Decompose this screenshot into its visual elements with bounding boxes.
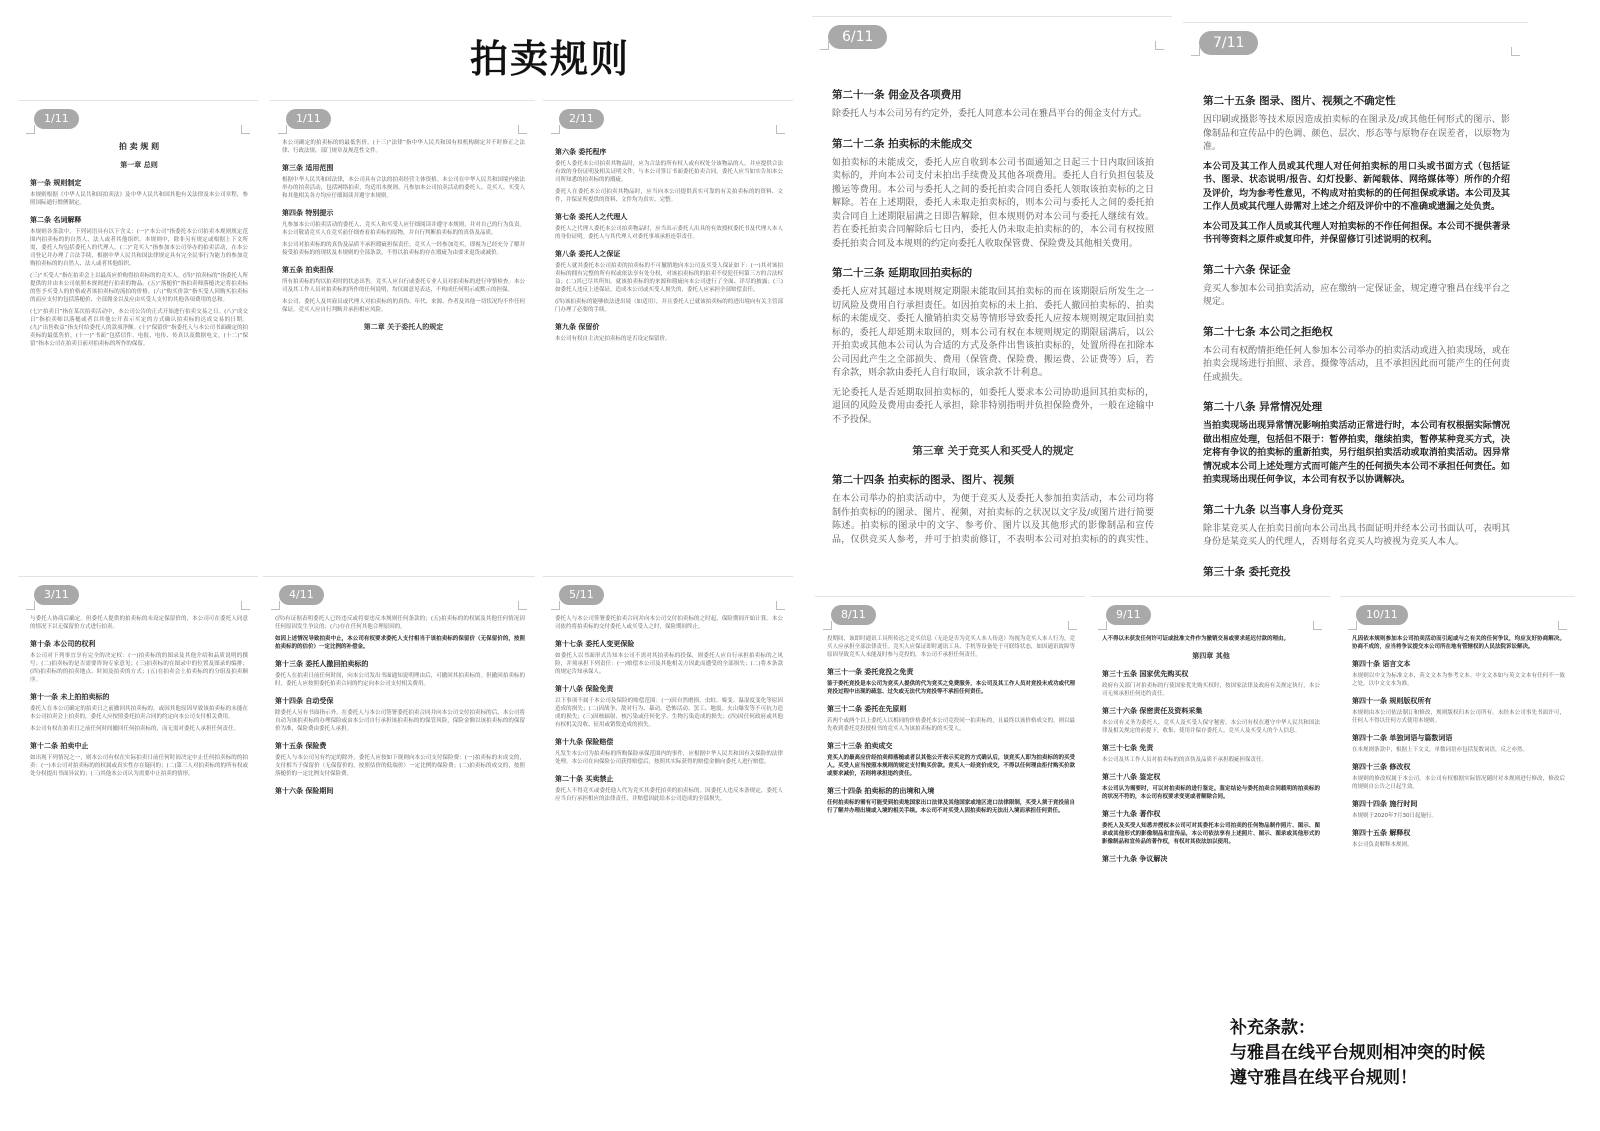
article-paragraph: 本公司有义务为委托人、竞买人及买受人保守秘密。本公司有权在遵守中华人民共和国法律及相关规定的前提下，收集、使用并保存委托人、竞买人及买受人的个人信息。 [1102, 720, 1320, 734]
article-paragraph: 本规则的修改权属于本公司。本公司有权根据实际情况随时对本规则进行修改，修改后的规则自公告之日起生效。 [1352, 776, 1565, 790]
crop-mark-icon [776, 601, 785, 610]
article-heading: 第十五条 保险费 [275, 742, 327, 750]
article-heading: 第二十五条 图录、图片、视频之不确定性 [1203, 95, 1396, 107]
article-heading: 第二十四条 拍卖标的图录、图片、视频 [832, 474, 1015, 486]
crop-mark-icon [1191, 47, 1200, 56]
article-paragraph: 以下事项不属于本公司及保险的赔偿范围：(一)因自然磨损、虫蛀、霉变、温湿度变化等原因造成的损失；(二)因战争、敌对行为、暴动、恐怖活动、罢工、地震、火山爆发等不可抗力造成的损失；(三)因核辐射、核污染或任何化学、生物污染造成的损失；(四)因任何政府或其他有权机关没收、征用或销毁造成的损失。 [555, 698, 783, 728]
page-number-badge: 9/11 [1106, 605, 1151, 625]
article-heading: 第二十条 买卖禁止 [555, 775, 614, 783]
document-title: 拍 卖 规 则 [118, 142, 160, 151]
page-number-badge: 1/11 [286, 109, 331, 129]
article-heading: 第十四条 自动受保 [275, 697, 334, 705]
article-paragraph: 本规则各条款中，下列词语具有以下含义：(一)“本公司”指委托本公司拍卖本规则规定范围内拍卖标的的自然人、法人或者其他组织。本规则中，除非另有规定或根据上下文所需，委托人均包括委托人的代理人。(二)“竞买人”指参加本公司举办的拍卖活动，在本公司登记并办理了合法手续，根据中华人民共和国法律规定具有完全民事行为能力的参加竞购拍卖标的的自然人、法人或者其他组织。 [30, 229, 248, 267]
article-paragraph: 所有拍卖标的均以拍卖时的状态出售。竞买人应自行或委托专业人员对拍卖标的进行审慎检查。本公司及其工作人员对拍卖标的所作的任何说明，均仅属意见表达，不构成任何明示或默示的担保。 [282, 279, 525, 293]
crop-mark-icon [271, 601, 280, 610]
article-heading: 第二十九条 以当事人身份竞买 [1203, 503, 1344, 516]
article-heading: 第二十六条 保证金 [1203, 263, 1291, 276]
article-paragraph: 委托人应对其超过本规则规定期限未能取回其拍卖标的而在该期限后所发生之一切风险及费用自行承担责任。如因拍卖标的未上拍、委托人撤回拍卖标的、拍卖标的未能成交、委托人撤销拍卖交易等情形导致委托人应按本规则规定取回拍卖标的，委托人却延期未取回的，则本公司有权在本规则规定的期限届满后，以公开拍卖或其他本公司认为合适的方式及条件出售该拍卖标的，处置所得在扣除本公司因此产生之全部损失、费用（保管费、保险费、搬运费、公证费等）后，若有余款，则余款由委托人自行取回，该余款不计利息。 [832, 287, 1154, 378]
article-paragraph: 委托人委托本公司拍卖其物品时，应为合法的所有权人或有权处分该物品的人，并应提供合法有效的身份证明及相关证明文件，与本公司签订书面委托拍卖合同。委托人应当如实告知本公司所知悉的拍卖标的的瑕疵。 [555, 161, 783, 183]
article-paragraph: 在本规则条款中，根据上下文义，单数词语亦包括复数词语，反之亦然。 [1352, 747, 1529, 753]
article-heading: 第五条 拍卖担保 [282, 266, 334, 274]
article-paragraph: 本规则以中文为标准文本，英文文本为参考文本。中文文本如与英文文本有任何不一致之处，以中文文本为准。 [1352, 673, 1565, 687]
article-paragraph: 委托人在本公司确定的拍卖日之前撤回其拍卖标的，或因其他原因导致该拍卖标的未能在本公司拍卖会上拍卖的，委托人应按照委托拍卖合同的约定向本公司支付相关费用。 [30, 706, 248, 720]
article-paragraph: 如委托人以书面形式告知本公司不需对其拍卖标的投保，则委托人应自行承担拍卖标的之风险，并须承担下列责任：(一)赔偿本公司及其他相关方因此而遭受的全部损失；(二)将本条款的规定告知承保人。 [555, 653, 783, 675]
article-paragraph: 本规则于2020年7月30日起施行。 [1352, 813, 1437, 819]
supplement-note [1230, 1016, 1590, 1091]
article-heading: 第四十三条 修改权 [1352, 763, 1411, 771]
article-paragraph: 本公司负责解释本规则。 [1352, 842, 1413, 848]
crop-mark-icon [823, 621, 832, 630]
article-heading: 第六条 委托程序 [555, 148, 607, 156]
article-heading: 第三十四条 拍卖标的的出境和入境 [827, 787, 935, 795]
article-paragraph: 本公司、委托人及其雇员或代理人对拍卖标的的真伪、年代、来源、作者及其他一切状况均不作任何保证。竞买人应自行判断并承担相应风险。 [282, 299, 525, 313]
article-paragraph: 如因上述情况导致拍卖中止，本公司有权要求委托人支付相当于该拍卖标的保留价（无保留价的，按照拍卖标的的估价）一定比例的补偿金。 [275, 636, 525, 650]
chapter-heading: 第四章 其他 [1192, 652, 1230, 660]
article-heading: 第三条 适用范围 [282, 164, 334, 172]
page-number-badge: 5/11 [559, 585, 604, 605]
article-paragraph: 投期间，该即时通讯工具所传达之竞买信息（无论是否为竞买人本人传送）均视为竞买人本人行为，竞买人应承担全部法律责任。竞买人应保证即时通讯工具、手机等设备处于可联络状态，如因通讯故障等原因导致竞买人未能及时参与竞投的，本公司不承担任何责任。 [827, 636, 1075, 658]
crop-mark-icon [551, 125, 560, 134]
article-paragraph: 除委托人与本公司另有约定外，委托人同意本公司在雅昌平台的佣金支付方式。 [832, 109, 1148, 119]
page-number-badge: 8/11 [831, 605, 876, 625]
chapter-heading: 第三章 关于竞买人和买受人的规定 [912, 445, 1074, 457]
article-heading: 第九条 保留价 [555, 323, 600, 331]
article-paragraph: 凡发生本公司为拍卖标的所购保险承保范围内的事件，应根据中华人民共和国有关保险的法律处理。本公司在向保险公司获得赔偿后，按照其实际获得的赔偿金额向委托人进行赔偿。 [555, 751, 783, 765]
page-number-badge: 2/11 [559, 109, 604, 129]
article-paragraph: (七)“拍卖日”指在某次拍卖活动中，本公司公告的正式开始进行拍卖交易之日。(八)“成交日”指拍卖师以落槌或者以其他公开表示买定的方式确认拍卖标的达成交易的日期。(九)“出售收益”指支付给委托人的款项净额。(十)“保留价”指委托人与本公司书面确定的拍卖标的最低售价。(十一)“书面”包括信件、电报、电传、传真以及数据电文。(十二)“保留”指本公司在拍卖日前对拍卖标的所作的保留。 [30, 309, 248, 347]
article-paragraph: 本公司有权自主决定拍卖标的是否设定保留价。 [555, 336, 671, 342]
crop-mark-icon [1348, 621, 1357, 630]
article-heading: 第十六条 保险期间 [275, 787, 334, 795]
article-paragraph: 委托人之代理人委托本公司拍卖物品时，应当出示委托人出具的有效授权委托书及代理人本人的身份证明。委托人与其代理人对委托事项承担连带责任。 [555, 226, 783, 240]
crop-mark-icon [776, 125, 785, 134]
article-paragraph: 本公司及其工作人员对拍卖标的的真伪及品质不承担瑕疵担保责任。 [1102, 757, 1268, 763]
article-heading: 第十三条 委托人撤回拍卖标的 [275, 660, 369, 668]
rule-page-10[interactable] [1340, 596, 1575, 1016]
article-paragraph: 与委托人协商后确定。但委托人提供的拍卖标的未设定保留价的，本公司可在委托人同意的情况下以无保留价方式进行拍卖。 [30, 616, 248, 630]
rule-page-1b[interactable] [270, 100, 535, 540]
article-paragraph: 委托人就其委托本公司拍卖的拍卖标的不可撤销地向本公司及买受人保证如下：(一)其对该拍卖标的拥有完整的所有权或依法享有处分权，对该拍卖标的的拍卖不侵犯任何第三方的合法权益；(二)其已尽其所知，就该拍卖标的的来源和瑕疵向本公司进行了全面、详尽的披露；(三)如委托人违反上述保证，造成本公司或买受人损失的，委托人应承担全部赔偿责任。 [555, 263, 783, 293]
supplement-line-1: 与雅昌在线平台规则相冲突的时候 [1230, 1043, 1485, 1063]
article-heading: 第四十条 语言文本 [1352, 660, 1411, 668]
article-paragraph: 因印刷或摄影等技术原因造成拍卖标的在图录及/或其他任何形式的图示、影像制品和宣传品中的色调、颜色、层次、形态等与原物存在误差者，以原物为准。 [1203, 115, 1510, 152]
article-paragraph: 当拍卖现场出现异常情况影响拍卖活动正常进行时，本公司有权根据实际情况做出相应处理，包括但不限于：暂停拍卖，继续拍卖，暂停某种竞买方式，决定将有争议的拍卖标的重新拍卖，另行组织拍卖活动或取消拍卖活动。因异常情况或本公司上述处理方式而可能产生的任何损失本公司不承担任何责任。如拍卖现场出现任何争议，本公司有权予以协调解决。 [1203, 421, 1510, 485]
article-paragraph: 除委托人另有书面指示外，在委托人与本公司签署委托拍卖合同并向本公司交付拍卖标的后，本公司将自动为该拍卖标的办理保险或由本公司自行承担该拍卖标的的保管风险，保险金额以该拍卖标的的保留价为准，保险费由委托人承担。 [275, 710, 525, 732]
article-heading: 第三十七条 免责 [1102, 744, 1154, 752]
article-heading: 第二十一条 佣金及各项费用 [832, 89, 962, 101]
article-paragraph: 本规则根据《中华人民共和国拍卖法》及中华人民共和国其他有关法律及本公司章程，参照国际通行惯例制定。 [30, 192, 248, 206]
article-paragraph: 本公司及其工作人员或其代理人对拍卖标的不作任何担保。本公司不提供著录书刊等资料之原件或复印件，并保留修订引述说明的权利。 [1203, 221, 1510, 245]
article-heading: 第三十条 委托竞投 [1203, 565, 1291, 578]
rule-page-2[interactable] [543, 100, 793, 540]
supplement-line-2: 遵守雅昌在线平台规则！ [1230, 1068, 1417, 1088]
article-paragraph: 委托人不得竞买或委托他人代为竞买其委托拍卖的拍卖标的。因委托人违反本条规定，委托人应当自行承担相应的法律责任，并赔偿因此给本公司造成的全部损失。 [555, 788, 783, 802]
article-heading: 第十九条 保险赔偿 [555, 738, 614, 746]
rule-page-4[interactable] [263, 576, 535, 1026]
page-number-badge: 10/11 [1356, 605, 1408, 625]
article-heading: 第四条 特别提示 [282, 209, 334, 217]
article-paragraph: 本公司及其工作人员或其代理人对任何拍卖标的用口头或书面方式（包括证书、图录、状态说明/报告、幻灯投影、新闻载体、网络媒体等）所作的介绍及评价，均为参考性意见，不构成对拍卖标的的任何担保或承诺。本公司及其工作人员或其代理人毋需对上述之介绍及评价中的不准确或遗漏之处负责。 [1203, 161, 1510, 212]
article-heading: 第二条 名词解释 [30, 216, 82, 224]
chapter-heading: 第一章 总则 [120, 161, 158, 169]
article-heading: 第十条 本公司的权利 [30, 640, 96, 648]
article-heading: 第三十二条 委托在先原则 [827, 705, 907, 713]
crop-mark-icon [1511, 47, 1520, 56]
article-heading: 第十七条 委托人变更保险 [555, 640, 635, 648]
rule-page-5[interactable] [543, 576, 793, 1026]
article-heading: 第二十三条 延期取回拍卖标的 [832, 267, 973, 279]
crop-mark-icon [1068, 621, 1077, 630]
article-heading: 第十二条 拍卖中止 [30, 742, 89, 750]
rule-page-3[interactable] [18, 576, 258, 1026]
article-paragraph: 本公司确定的拍卖标的的最低售价。(十三)“法律”指中华人民共和国有权机构制定并不时修正之法律、行政法规、部门规章及规范性文件。 [282, 140, 525, 154]
page-title: 拍卖规则 [470, 37, 631, 81]
crop-mark-icon [241, 601, 250, 610]
article-heading: 第三十三条 拍卖成交 [827, 742, 893, 750]
crop-mark-icon [1558, 621, 1567, 630]
article-paragraph: 如出现下列情况之一，则本公司有权在实际拍卖日前任何时间决定中止任何拍卖标的的拍卖：(一)本公司对拍卖标的的权属或真实性存在疑问的；(二)第三人对拍卖标的的所有权或处分权提出书面异议的；(三)其他本公司认为需要中止拍卖的情形。 [30, 755, 248, 777]
crop-mark-icon [1313, 621, 1322, 630]
article-paragraph: 若两个或两个以上委托人以相同的价格委托本公司竞投同一拍卖标的，且最终以该价格成交的，则以最先收到委托竞投授权书的竞买人为该拍卖标的的买受人。 [827, 718, 1075, 732]
article-heading: 第三十八条 鉴定权 [1102, 773, 1161, 781]
article-heading: 第八条 委托人之保证 [555, 250, 621, 258]
article-paragraph: 鉴于委托竞投是本公司为竞买人提供的代为竞买之免费服务，本公司及其工作人员对竞投未成功或代理竞投过程中出现的疏忽、过失或无法代为竞投等不承担任何责任。 [827, 681, 1075, 695]
article-heading: 第三十六条 保密责任及资料采集 [1102, 707, 1203, 715]
crop-mark-icon [1155, 41, 1164, 50]
rule-page-9[interactable] [1090, 596, 1330, 1036]
crop-mark-icon [278, 125, 287, 134]
article-heading: 第四十二条 单独词语与篇数词语 [1352, 734, 1453, 742]
crop-mark-icon [1098, 621, 1107, 630]
article-paragraph: 除非某竞买人在拍卖日前向本公司出具书面证明并经本公司书面认可，表明其身份是某竞买人的代理人，否则每名竞买人均被视为竞买人本人。 [1203, 523, 1510, 547]
crop-mark-icon [518, 125, 527, 134]
article-paragraph: 本公司对下列事宜享有完全的决定权：(一)拍卖标的的图录及其他介绍和品质说明的撰写；(二)拍卖标的是否需要咨询专家意见；(三)拍卖标的在图录中的位置及图录的编排；(四)拍卖标的的拍卖地点、时间及拍卖的方式；(五)在拍卖会上拍卖标的的分组及拍卖顺序。 [30, 653, 248, 683]
rule-page-6[interactable] [812, 16, 1172, 546]
page-number-badge: 1/11 [34, 109, 79, 129]
article-heading: 第一条 规则制定 [30, 179, 82, 187]
article-heading: 第二十七条 本公司之拒绝权 [1203, 325, 1333, 338]
article-paragraph: 凡参加本公司拍卖活动的委托人、竞买人和买受人应仔细阅读并遵守本规则，并对自己的行为负责。本公司敬请竞买人在竞买前仔细查看拍卖标的原物，并自行判断拍卖标的的真伪及品质。 [282, 222, 525, 236]
crop-mark-icon [518, 601, 527, 610]
article-paragraph: (四)该拍卖标的能够依法进出境（如适用），并且委托人已就该拍卖标的的进出境向有关主管部门办理了必要的手续。 [555, 299, 783, 313]
article-paragraph: 本公司有权酌情拒绝任何人参加本公司举办的拍卖活动或进入拍卖现场，或在拍卖会现场进行拍照、录音、摄像等活动，且不承担因此而可能产生的任何责任或损失。 [1203, 345, 1510, 383]
article-heading: 第三十五条 国家优先购买权 [1102, 670, 1189, 678]
rule-page-1a[interactable] [18, 100, 258, 540]
article-paragraph: 委托人与本公司另有约定的除外，委托人应按如下规则向本公司支付保险费：(一)拍卖标的未成交的，支付相当于保留价（无保留价的，按照估价的低端价）一定比例的保险费；(二)拍卖标的成交的，按照落槌价的一定比例支付保险费。 [275, 755, 525, 777]
article-paragraph: 委托人在拍卖日前任何时间，向本公司发出书面通知说明理由后，可撤回其拍卖标的。但撤回拍卖标的时，委托人应按照委托拍卖合同的约定向本公司支付相关费用。 [275, 673, 525, 687]
article-paragraph: 委托人与本公司签署委托拍卖合同并向本公司交付拍卖标的之时起，保险期间开始计算。本公司依约将拍卖标的交付委托人或买受人之时，保险期间终止。 [555, 616, 783, 630]
article-heading: 第七条 委托人之代理人 [555, 213, 628, 221]
article-heading: 第四十四条 施行时间 [1352, 800, 1418, 808]
rule-page-7[interactable] [1183, 22, 1528, 584]
page-number-badge: 3/11 [34, 585, 79, 605]
article-paragraph: 竞买人参加本公司拍卖活动，应在缴纳一定保证金，规定遵守雅昌在线平台之规定。 [1203, 283, 1510, 307]
page-number-badge: 4/11 [279, 585, 324, 605]
page-number-badge: 6/11 [828, 25, 887, 49]
article-paragraph: 本公司有权在拍卖日之前任何时间撤回任何拍卖标的，而无需对委托人承担任何责任。 [30, 726, 240, 732]
article-heading: 第十八条 保险免责 [555, 685, 614, 693]
page-number-badge: 7/11 [1199, 31, 1258, 55]
article-paragraph: 根据中华人民共和国法律，本公司具有合法的拍卖经营主体资格。本公司在中华人民共和国境内依法举办的拍卖活动，包括网络拍卖，均适用本规则。凡参加本公司拍卖活动的委托人、竞买人、买受人和其他相关各方均应仔细阅读并遵守本规则。 [282, 177, 525, 199]
article-paragraph: 本公司认为需要时，可以对拍卖标的进行鉴定。鉴定结论与委托拍卖合同载明的拍卖标的的状况不符的，本公司有权要求变更或者解除合同。 [1102, 786, 1320, 800]
chapter-heading: 第二章 关于委托人的规定 [363, 323, 444, 331]
article-paragraph: 竞买人的最高应价经拍卖师落槌或者以其他公开表示买定的方式确认后，该竞买人即为拍卖标的的买受人。买受人应当按照本规则的规定支付购买价款。竞买人一经竞价成交，不得以任何理由拒付购买价款或要求减价，否则将承担违约责任。 [827, 755, 1075, 777]
article-heading: 第四十一条 规则版权所有 [1352, 697, 1432, 705]
article-heading: 第三十九条 著作权 [1102, 810, 1161, 818]
article-paragraph: 本规则由本公司依法制订和修改，规则版权归本公司所有。未经本公司事先书面许可，任何人不得以任何方式使用本规则。 [1352, 710, 1565, 724]
article-paragraph: 本公司对拍卖标的的真伪及品质不承担瑕疵担保责任。竞买人一经参加竞买，即视为已经充分了解并接受拍卖标的的现状及本规则的全部条款，不得以拍卖标的存在瑕疵为由要求退货或减价。 [282, 242, 525, 256]
article-heading: 第十一条 未上拍拍卖标的 [30, 693, 110, 701]
article-paragraph: 在本公司举办的拍卖活动中，为便于竞买人及委托人参加拍卖活动，本公司均将制作拍卖标的的图录、图片、视频，对拍卖标的之状况以文字及/或图片进行简要陈述。拍卖标的图录中的文字、参考价、图片以及其他形式的影像制品和宣传品，仅供竞买人参考，并可于拍卖前修订，不表明本公司对拍卖标的的真实性、 [832, 494, 1154, 545]
article-heading: 第三十一条 委托竞投之免责 [827, 668, 914, 676]
supplement-label: 补充条款： [1230, 1018, 1315, 1038]
crop-mark-icon [820, 41, 829, 50]
article-paragraph: 委托人及买受人知悉并授权本公司可对其委托本公司拍卖的任何物品制作照片、图示、图录或其他形式的影像制品和宣传品，本公司依法享有上述照片、图示、图录或其他形式的影像制品和宣传品的著作权，有权对其依法加以使用。 [1102, 823, 1320, 845]
article-paragraph: (四)有证据表明委托人已经违反或将要违反本规则任何条款的；(五)拍卖标的的权属及其他任何情况因任何原因发生争议的；(六)存在任何其他合理原因的。 [275, 616, 525, 630]
article-paragraph: 无论委托人是否延期取回拍卖标的，如委托人要求本公司协助退回其拍卖标的，退回的风险及费用由委托人承担，除非特别指明并负担保险费外，一般在途输中不予投保。 [832, 387, 1154, 425]
crop-mark-icon [26, 601, 35, 610]
article-heading: 第三十九条 争议解决 [1102, 855, 1168, 863]
article-paragraph: (三)“买受人”指在拍卖会上以最高应价购得拍卖标的的竞买人。(四)“拍卖标的”指委托人所提供的并由本公司依照本规则进行拍卖的物品。(五)“落槌价”指拍卖师落槌决定将拍卖标的售予买受人的价格或者该拍卖标的流拍的价格。(六)“购买价款”指买受人因购买拍卖标的而应支付的包括落槌价、全部佣金以及应由买受人支付的其他各项费用的总和。 [30, 273, 248, 303]
article-heading: 第二十八条 异常情况处理 [1203, 401, 1323, 413]
article-paragraph: 政府有关部门对拍卖标的行使国家优先购买权时，按国家法律及政府有关规定执行，本公司无须承担任何违约责任。 [1102, 683, 1320, 697]
article-paragraph: 任何拍卖标的需有可能受到拍卖地国家出口法律及其他国家或地区进口法律限制，买受人须于竞投前自行了解并办理出境或入境的相关手续。本公司不对买受人因拍卖标的无法出入境而承担任何责任。 [827, 800, 1075, 814]
article-paragraph: 如拍卖标的未能成交，委托人应自收到本公司书面通知之日起三十日内取回该拍卖标的，并向本公司支付未拍出手续费及其他各项费用。委托人自行负担包装及搬运等费用。本公司与委托人之间的委托拍卖合同自委托人领取该拍卖标的之日解除。若在上述期限，委托人未取走拍卖标的，则本公司与委托人之间的委托拍卖合同自上述期限届满之日即告解除，但本规则仍对本公司与委托人继续有效。若在委托拍卖合同解除后七日内，委托人仍未取走拍卖标的的，本公司有权按照委托拍卖合同及本规则的约定向委托人收取保管费、保险费及其他相关费用。 [832, 157, 1154, 249]
crop-mark-icon [551, 601, 560, 610]
crop-mark-icon [26, 125, 35, 134]
rule-page-8[interactable] [815, 596, 1085, 1036]
article-heading: 第二十二条 拍卖标的未能成交 [832, 137, 973, 150]
crop-mark-icon [241, 125, 250, 134]
article-heading: 第四十五条 解释权 [1352, 829, 1411, 837]
article-paragraph: 委托人在委托本公司拍卖其物品时，应当向本公司提供真实可靠的有关拍卖标的的资料、文件，并保证所提供的资料、文件均为真实、完整。 [555, 189, 783, 203]
article-paragraph: 人不得以未获发任何许可证或批准文件作为撤销交易或要求延迟付款的理由。 [1102, 636, 1290, 642]
article-paragraph: 凡因依本规则参加本公司拍卖活动而引起或与之有关的任何争议，均应友好协商解决。协商不成的，应当将争议提交本公司所在地有管辖权的人民法院诉讼解决。 [1352, 636, 1565, 650]
